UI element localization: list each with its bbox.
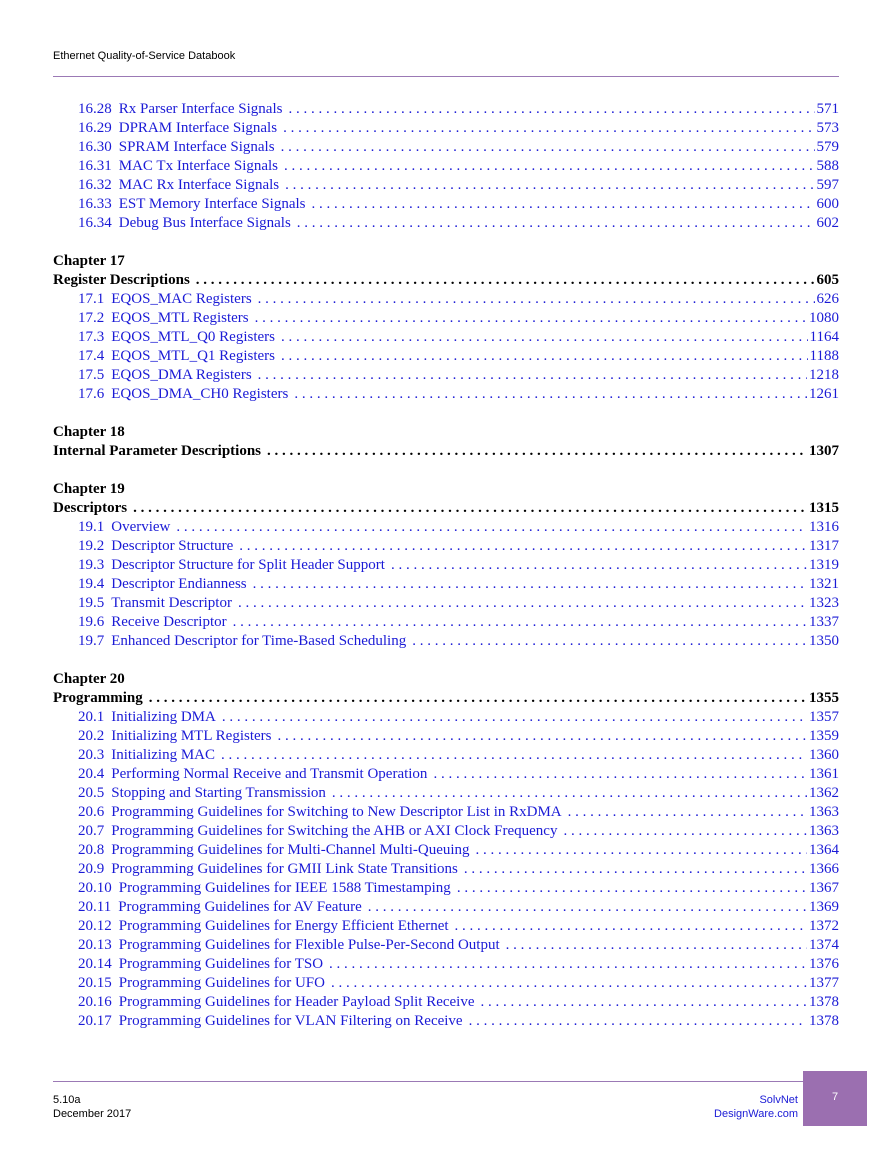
section-title: Performing Normal Receive and Transmit Operation <box>111 766 428 782</box>
page-number: 1362 <box>809 785 839 801</box>
section-title: EST Memory Interface Signals <box>118 196 306 212</box>
chapter-title-link[interactable] <box>53 499 839 518</box>
page-number: 1369 <box>809 899 839 915</box>
section-title: Debug Bus Interface Signals <box>118 215 291 231</box>
toc-entry-link[interactable] <box>53 537 839 556</box>
toc-entry-link[interactable] <box>53 290 839 309</box>
toc-entry-link[interactable] <box>53 860 839 879</box>
section-number: 17.4 <box>78 348 105 364</box>
chapter-title: Programming <box>53 690 143 706</box>
section-title: Receive Descriptor <box>111 614 227 630</box>
dot-leader <box>283 119 814 138</box>
section-number: 20.16 <box>78 994 112 1010</box>
toc-entry-link[interactable] <box>53 385 839 404</box>
toc-entry-link[interactable] <box>53 195 839 214</box>
dot-leader <box>506 936 807 955</box>
footer-site-link[interactable]: DesignWare.com <box>714 1108 798 1120</box>
section-number: 19.2 <box>78 538 105 554</box>
toc-entry-link[interactable] <box>53 879 839 898</box>
page-number: 626 <box>816 291 839 307</box>
section-title: Programming Guidelines for TSO <box>118 956 324 972</box>
section-title: Transmit Descriptor <box>111 595 232 611</box>
dot-leader <box>278 727 808 746</box>
dot-leader <box>233 613 807 632</box>
chapter-block <box>53 480 839 651</box>
section-number: 20.2 <box>78 728 105 744</box>
dot-leader <box>281 138 815 157</box>
header-divider <box>53 76 839 77</box>
dot-leader <box>196 271 815 290</box>
chapter-block <box>53 423 839 461</box>
document-header-title: Ethernet Quality-of-Service Databook <box>53 50 236 62</box>
page-number: 1323 <box>809 595 839 611</box>
toc-entry-link[interactable] <box>53 784 839 803</box>
page-number: 1366 <box>809 861 839 877</box>
page-number: 1363 <box>809 804 839 820</box>
dot-leader <box>563 822 807 841</box>
dot-leader <box>253 575 807 594</box>
page-number: 602 <box>816 215 839 231</box>
section-title: Overview <box>111 519 171 535</box>
chapter-label: Chapter 17 <box>53 253 125 269</box>
toc-entry-link[interactable] <box>53 575 839 594</box>
section-number: 20.4 <box>78 766 105 782</box>
dot-leader <box>481 993 808 1012</box>
dot-leader <box>297 214 815 233</box>
chapter-title: Descriptors <box>53 500 128 516</box>
chapter-block <box>53 670 839 1031</box>
footer-version: 5.10a <box>53 1094 81 1106</box>
toc-entry-link[interactable] <box>53 708 839 727</box>
chapter-label: Chapter 18 <box>53 424 125 440</box>
section-number: 17.5 <box>78 367 105 383</box>
section-title: EQOS_MTL Registers <box>111 310 249 326</box>
page-number: 1372 <box>809 918 839 934</box>
page-number: 605 <box>816 272 839 288</box>
toc-entry-link[interactable] <box>53 176 839 195</box>
page-number: 1363 <box>809 823 839 839</box>
page-number-tab: 7 <box>803 1071 867 1126</box>
page-number: 1377 <box>809 975 839 991</box>
chapter-label: Chapter 19 <box>53 481 125 497</box>
chapter-title: Register Descriptions <box>53 272 190 288</box>
section-title: Programming Guidelines for Flexible Pulse-Per-Second Output <box>118 937 500 953</box>
dot-leader <box>238 594 807 613</box>
chapter-title-link[interactable] <box>53 442 839 461</box>
page-number: 573 <box>816 120 839 136</box>
section-number: 20.17 <box>78 1013 112 1029</box>
section-title: Programming Guidelines for GMII Link State Transitions <box>111 861 458 877</box>
page-number: 1080 <box>809 310 839 326</box>
section-title: Programming Guidelines for UFO <box>118 975 325 991</box>
section-title: Descriptor Structure for Split Header Support <box>111 557 385 573</box>
dot-leader <box>312 195 815 214</box>
section-number: 16.28 <box>78 101 112 117</box>
section-number: 20.1 <box>78 709 105 725</box>
dot-leader <box>149 689 807 708</box>
section-number: 20.11 <box>78 899 112 915</box>
dot-leader <box>331 974 807 993</box>
dot-leader <box>332 784 807 803</box>
section-title: EQOS_MTL_Q1 Registers <box>111 348 275 364</box>
dot-leader <box>285 176 814 195</box>
section-title: EQOS_DMA Registers <box>111 367 252 383</box>
footer-left <box>53 1093 131 1121</box>
toc-entry-link[interactable] <box>53 841 839 860</box>
dot-leader <box>222 708 807 727</box>
page-number: 579 <box>816 139 839 155</box>
footer-divider <box>53 1081 803 1082</box>
dot-leader <box>391 556 807 575</box>
dot-leader <box>281 328 808 347</box>
page-number: 1316 <box>809 519 839 535</box>
section-title: Stopping and Starting Transmission <box>111 785 326 801</box>
page-number: 1315 <box>809 500 839 516</box>
dot-leader <box>433 765 807 784</box>
dot-leader <box>221 746 807 765</box>
toc-entry-link[interactable] <box>53 556 839 575</box>
page-number: 1164 <box>809 329 839 345</box>
toc-entry-link[interactable] <box>53 119 839 138</box>
dot-leader <box>368 898 807 917</box>
section-number: 19.4 <box>78 576 105 592</box>
dot-leader <box>412 632 807 651</box>
section-title: Programming Guidelines for IEEE 1588 Timestamping <box>118 880 451 896</box>
section-number: 20.9 <box>78 861 105 877</box>
toc-entry-link[interactable] <box>53 955 839 974</box>
section-title: Programming Guidelines for Multi-Channel Multi-Queuing <box>111 842 470 858</box>
toc-entry-link[interactable] <box>53 1012 839 1031</box>
chapter-title: Internal Parameter Descriptions <box>53 443 262 459</box>
section-number: 19.1 <box>78 519 105 535</box>
toc-entry-link[interactable] <box>53 157 839 176</box>
page-number: 1376 <box>809 956 839 972</box>
toc-entry-link[interactable] <box>53 328 839 347</box>
table-of-contents <box>53 100 839 1031</box>
section-title: Programming Guidelines for Energy Efficient Ethernet <box>118 918 449 934</box>
section-number: 20.6 <box>78 804 105 820</box>
chapter-block <box>53 252 839 404</box>
toc-entry-link[interactable] <box>53 727 839 746</box>
dot-leader <box>469 1012 807 1031</box>
dot-leader <box>455 917 807 936</box>
dot-leader <box>568 803 807 822</box>
toc-entry-link[interactable] <box>53 936 839 955</box>
toc-entry-link[interactable] <box>53 347 839 366</box>
page-number: 1317 <box>809 538 839 554</box>
dot-leader <box>464 860 807 879</box>
section-title: EQOS_DMA_CH0 Registers <box>111 386 289 402</box>
page-number: 1367 <box>809 880 839 896</box>
toc-entry-link[interactable] <box>53 309 839 328</box>
section-number: 19.5 <box>78 595 105 611</box>
page-number: 1361 <box>809 766 839 782</box>
section-number: 20.14 <box>78 956 112 972</box>
footer-brand-link[interactable]: SolvNet <box>759 1094 798 1106</box>
toc-entry-link[interactable] <box>53 993 839 1012</box>
section-number: 17.2 <box>78 310 105 326</box>
section-title: EQOS_MAC Registers <box>111 291 252 307</box>
chapter-label: Chapter 20 <box>53 671 125 687</box>
footer-right <box>714 1093 798 1121</box>
section-title: Descriptor Structure <box>111 538 234 554</box>
section-number: 20.5 <box>78 785 105 801</box>
toc-entry-link[interactable] <box>53 822 839 841</box>
chapter-title-link[interactable] <box>53 689 839 708</box>
dot-leader <box>288 100 814 119</box>
toc-entry-link[interactable] <box>53 100 839 119</box>
page-number: 1188 <box>809 348 839 364</box>
section-title: Initializing MTL Registers <box>111 728 272 744</box>
page-number: 1374 <box>809 937 839 953</box>
section-number: 16.31 <box>78 158 112 174</box>
toc-entry-link[interactable] <box>53 803 839 822</box>
section-number: 16.33 <box>78 196 112 212</box>
dot-leader <box>294 385 807 404</box>
page-number: 588 <box>816 158 839 174</box>
section-title: Enhanced Descriptor for Time-Based Scheduling <box>111 633 407 649</box>
page-number: 1360 <box>809 747 839 763</box>
section-number: 19.3 <box>78 557 105 573</box>
page-number: 1378 <box>809 1013 839 1029</box>
section-title: Initializing DMA <box>111 709 216 725</box>
dot-leader <box>258 366 807 385</box>
dot-leader <box>284 157 814 176</box>
section-number: 17.6 <box>78 386 105 402</box>
section-number: 16.29 <box>78 120 112 136</box>
dot-leader <box>476 841 807 860</box>
page-number: 1359 <box>809 728 839 744</box>
toc-entry-link[interactable] <box>53 746 839 765</box>
section-number: 17.3 <box>78 329 105 345</box>
dot-leader <box>457 879 807 898</box>
page-number: 1261 <box>809 386 839 402</box>
section-title: MAC Rx Interface Signals <box>118 177 280 193</box>
section-number: 19.6 <box>78 614 105 630</box>
toc-entry-link[interactable] <box>53 898 839 917</box>
toc-entry-link[interactable] <box>53 366 839 385</box>
page-number: 1337 <box>809 614 839 630</box>
page-number: 1378 <box>809 994 839 1010</box>
section-number: 20.15 <box>78 975 112 991</box>
section-title: Programming Guidelines for VLAN Filtering on Receive <box>118 1013 463 1029</box>
dot-leader <box>239 537 807 556</box>
section-number: 20.8 <box>78 842 105 858</box>
toc-entry-link[interactable] <box>53 613 839 632</box>
dot-leader <box>267 442 807 461</box>
section-title: Programming Guidelines for Header Payload Split Receive <box>118 994 475 1010</box>
toc-entry-link[interactable] <box>53 594 839 613</box>
page-number: 571 <box>816 101 839 117</box>
dot-leader <box>176 518 807 537</box>
page-number: 1357 <box>809 709 839 725</box>
section-title: SPRAM Interface Signals <box>118 139 275 155</box>
page-number: 1355 <box>809 690 839 706</box>
dot-leader <box>329 955 807 974</box>
section-number: 19.7 <box>78 633 105 649</box>
section-title: Rx Parser Interface Signals <box>118 101 283 117</box>
chapter-title-link[interactable] <box>53 271 839 290</box>
section-number: 20.3 <box>78 747 105 763</box>
section-number: 20.10 <box>78 880 112 896</box>
page-number: 1218 <box>809 367 839 383</box>
section-number: 20.13 <box>78 937 112 953</box>
toc-entry-link[interactable] <box>53 765 839 784</box>
section-title: Descriptor Endianness <box>111 576 247 592</box>
section-title: Programming Guidelines for AV Feature <box>118 899 362 915</box>
toc-entry-link[interactable] <box>53 917 839 936</box>
page-number: 1364 <box>809 842 839 858</box>
toc-entry-link[interactable] <box>53 632 839 651</box>
page-number: 1321 <box>809 576 839 592</box>
section-number: 20.12 <box>78 918 112 934</box>
section-title: Programming Guidelines for Switching the AHB or AXI Clock Frequency <box>111 823 558 839</box>
dot-leader <box>258 290 815 309</box>
dot-leader <box>281 347 808 366</box>
section-title: DPRAM Interface Signals <box>118 120 278 136</box>
section-number: 17.1 <box>78 291 105 307</box>
dot-leader <box>133 499 807 518</box>
section-title: Initializing MAC <box>111 747 215 763</box>
section-title: Programming Guidelines for Switching to New Descriptor List in RxDMA <box>111 804 562 820</box>
section-title: MAC Tx Interface Signals <box>118 158 279 174</box>
section-number: 16.34 <box>78 215 112 231</box>
page-number: 597 <box>816 177 839 193</box>
section-title: EQOS_MTL_Q0 Registers <box>111 329 275 345</box>
dot-leader <box>255 309 807 328</box>
section-number: 16.32 <box>78 177 112 193</box>
page-number: 1350 <box>809 633 839 649</box>
page-number: 1307 <box>809 443 839 459</box>
page-number: 1319 <box>809 557 839 573</box>
toc-entry-link[interactable] <box>53 974 839 993</box>
toc-entry-link[interactable] <box>53 138 839 157</box>
footer-date: December 2017 <box>53 1108 132 1120</box>
toc-entry-link[interactable] <box>53 518 839 537</box>
section-number: 20.7 <box>78 823 105 839</box>
toc-entry-link[interactable] <box>53 214 839 233</box>
page-number: 600 <box>816 196 839 212</box>
section-number: 16.30 <box>78 139 112 155</box>
